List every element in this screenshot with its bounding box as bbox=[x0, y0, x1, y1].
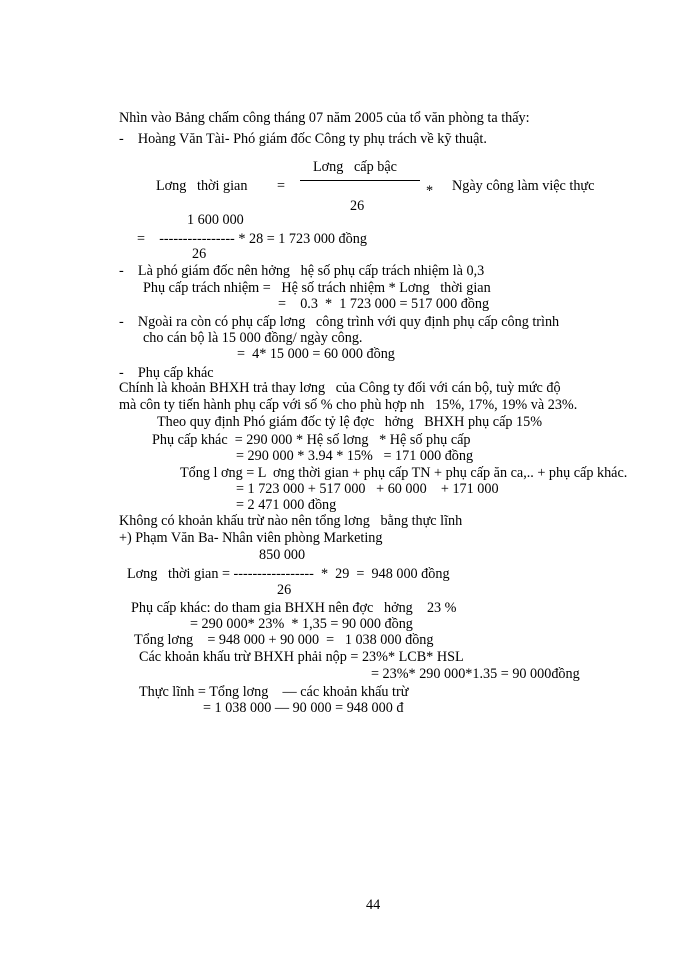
pham-van-ba-heading: +) Phạm Văn Ba- Nhân viên phòng Marketing bbox=[119, 530, 383, 546]
luong-tg-numerator: 850 000 bbox=[259, 547, 306, 563]
thuc-linh-result: = 1 038 000 — 90 000 = 948 000 đ bbox=[203, 700, 404, 716]
tong-luong-result: = 2 471 000 đồng bbox=[236, 497, 337, 513]
phu-cap-khac-result: = 290 000 * 3.94 * 15% = 171 000 đồng bbox=[236, 448, 474, 464]
fraction-bar bbox=[300, 180, 420, 181]
bullet-he-so-trach-nhiem: - Là phó giám đốc nên hởng hệ số phụ cấp trách nhiệm là 0,3 bbox=[119, 263, 485, 279]
calc-result-line: = ---------------- * 28 = 1 723 000 đồng bbox=[137, 231, 367, 247]
luong-tg-line: Lơng thời gian = ----------------- * 29 = 948 000 đồng bbox=[127, 566, 450, 582]
phu-cap-khac-bhxh-result: = 290 000* 23% * 1,35 = 90 000 đồng bbox=[190, 616, 413, 632]
bhxh-explain-1: Chính là khoản BHXH trả thay lơng của Công ty đối với cán bộ, tuỳ mức độ bbox=[119, 380, 561, 396]
bhxh-explain-2: mà côn ty tiến hành phụ cấp với số % cho phù hợp nh 15%, 17%, 19% và 23%. bbox=[119, 397, 578, 413]
formula-multiply: * bbox=[426, 183, 434, 199]
formula-rhs: Ngày công làm việc thực bbox=[452, 178, 595, 194]
formula-denominator: 26 bbox=[350, 198, 365, 214]
intro-line: Nhìn vào Bảng chấm công tháng 07 năm 2005 của tổ văn phòng ta thấy: bbox=[119, 110, 530, 126]
phu-cap-khac-formula: Phụ cấp khác = 290 000 * Hệ số lơng * Hệ số phụ cấp bbox=[152, 432, 471, 448]
khau-tru-bhxh-result: = 23%* 290 000*1.35 = 90 000đồng bbox=[371, 666, 580, 682]
bullet-phu-cap-khac: - Phụ cấp khác bbox=[119, 365, 214, 381]
khong-khau-tru-line: Không có khoản khấu trừ nào nên tổng lơng bằng thực lĩnh bbox=[119, 513, 463, 529]
formula-equals: = bbox=[277, 178, 286, 194]
tong-luong-sum: = 1 723 000 + 517 000 + 60 000 + 171 000 bbox=[236, 481, 499, 497]
ty-le-huong-line: Theo quy định Phó giám đốc tỷ lệ đợc hởng BHXH phụ cấp 15% bbox=[157, 414, 543, 430]
page-number: 44 bbox=[366, 897, 381, 913]
formula-lhs: Lơng thời gian bbox=[156, 178, 248, 194]
luong-tg-denominator: 26 bbox=[277, 582, 292, 598]
bullet-phu-cap-cong-trinh: - Ngoài ra còn có phụ cấp lơng công trình với quy định phụ cấp công trình bbox=[119, 314, 560, 330]
calc-numerator: 1 600 000 bbox=[187, 212, 244, 228]
bullet-hoang-van-tai: - Hoàng Văn Tài- Phó giám đốc Công ty phụ trách về kỹ thuật. bbox=[119, 131, 487, 147]
khau-tru-bhxh-line: Các khoản khấu trừ BHXH phải nộp = 23%* LCB* HSL bbox=[139, 649, 464, 665]
thuc-linh-formula: Thực lĩnh = Tổng lơng — các khoản khấu trừ bbox=[139, 684, 409, 700]
tong-luong-formula: Tổng l ơng = L ơng thời gian + phụ cấp TN + phụ cấp ăn ca,.. + phụ cấp khác. bbox=[180, 465, 628, 481]
phu-cap-cong-trinh-result: = 4* 15 000 = 60 000 đồng bbox=[237, 346, 395, 362]
formula-numerator: Lơng cấp bậc bbox=[313, 159, 397, 175]
phu-cap-cong-trinh-cont: cho cán bộ là 15 000 đồng/ ngày công. bbox=[143, 330, 363, 346]
phu-cap-trach-nhiem-result: = 0.3 * 1 723 000 = 517 000 đồng bbox=[278, 296, 490, 312]
tong-luong-line: Tổng lơng = 948 000 + 90 000 = 1 038 000 đồng bbox=[134, 632, 434, 648]
phu-cap-khac-bhxh-line: Phụ cấp khác: do tham gia BHXH nên đợc hởng 23 % bbox=[131, 600, 457, 616]
calc-denominator: 26 bbox=[192, 246, 207, 262]
phu-cap-trach-nhiem-formula: Phụ cấp trách nhiệm = Hệ số trách nhiệm * Lơng thời gian bbox=[143, 280, 491, 296]
